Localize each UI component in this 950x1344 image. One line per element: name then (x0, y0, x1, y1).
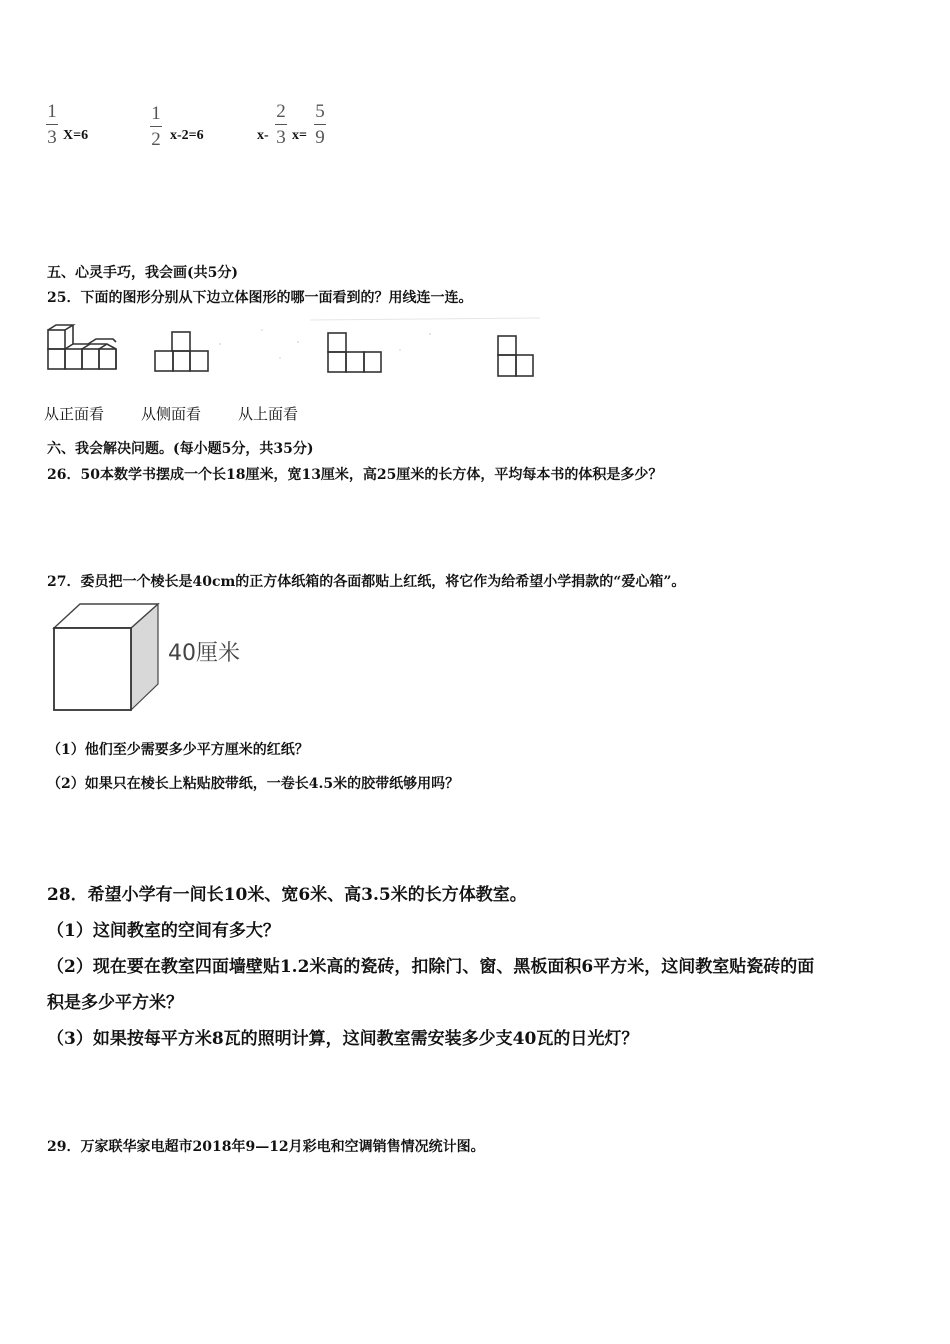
question-27-part-2: （2）如果只在棱长上粘贴胶带纸，一卷长4.5米的胶带纸够用吗？ (47, 776, 460, 792)
numerator: 1 (47, 101, 57, 122)
equation-text: x-2=6 (170, 128, 204, 143)
fraction (46, 102, 58, 147)
view-label-side: 从侧面看 (141, 405, 202, 423)
question-26: 26．50本数学书摆成一个长18厘米，宽13厘米，高25厘米的长方体，平均每本书的体积是多少？ (47, 467, 663, 483)
equation-text: X=6 (63, 128, 89, 143)
fraction (275, 102, 287, 147)
question-29: 29．万家联华家电超市2018年9—12月彩电和空调销售情况统计图。 (47, 1139, 485, 1155)
numerator: 2 (276, 101, 286, 122)
cube-figure-icon (48, 602, 164, 714)
question-28-part-2-line-2: 积是多少平方米？ (47, 993, 183, 1013)
cube-edge-label: 40厘米 (168, 641, 240, 666)
denominator: 3 (276, 127, 286, 148)
question-28: 28．希望小学有一间长10米、宽6米、高3.5米的长方体教室。 (47, 885, 527, 905)
solid-figure-icon (44, 322, 120, 376)
question-28-part-3: （3）如果按每平方米8瓦的照明计算，这间教室需安装多少支40瓦的日光灯？ (47, 1029, 639, 1049)
view-label-top: 从上面看 (238, 405, 299, 423)
section-5-title: 五、心灵手巧，我会画(共5分) (47, 265, 238, 281)
fraction (314, 102, 326, 147)
denominator: 3 (47, 127, 57, 148)
question-28-part-2-line-1: （2）现在要在教室四面墙壁贴1.2米高的瓷砖，扣除门、窗、黑板面积6平方米，这间教室贴瓷砖的面 (47, 957, 815, 977)
denominator: 9 (315, 127, 325, 148)
fraction (150, 104, 162, 149)
question-25: 25．下面的图形分别从下边立体图形的哪一面看到的？用线连一连。 (47, 290, 473, 306)
numerator: 5 (315, 101, 325, 122)
question-28-part-1: （1）这间教室的空间有多大？ (47, 921, 280, 941)
numerator: 1 (151, 103, 161, 124)
equation-mid: x= (292, 128, 307, 143)
equation-prefix: x- (257, 128, 269, 143)
scan-noise (130, 314, 550, 384)
denominator: 2 (151, 129, 161, 150)
view-label-front: 从正面看 (44, 405, 105, 423)
section-6-title: 六、我会解决问题。(每小题5分，共35分) (47, 441, 314, 457)
question-27-part-1: （1）他们至少需要多少平方厘米的红纸？ (47, 742, 309, 758)
question-27: 27．委员把一个棱长是40cm的正方体纸箱的各面都贴上红纸，将它作为给希望小学捐款的“爱心箱”。 (47, 574, 686, 590)
